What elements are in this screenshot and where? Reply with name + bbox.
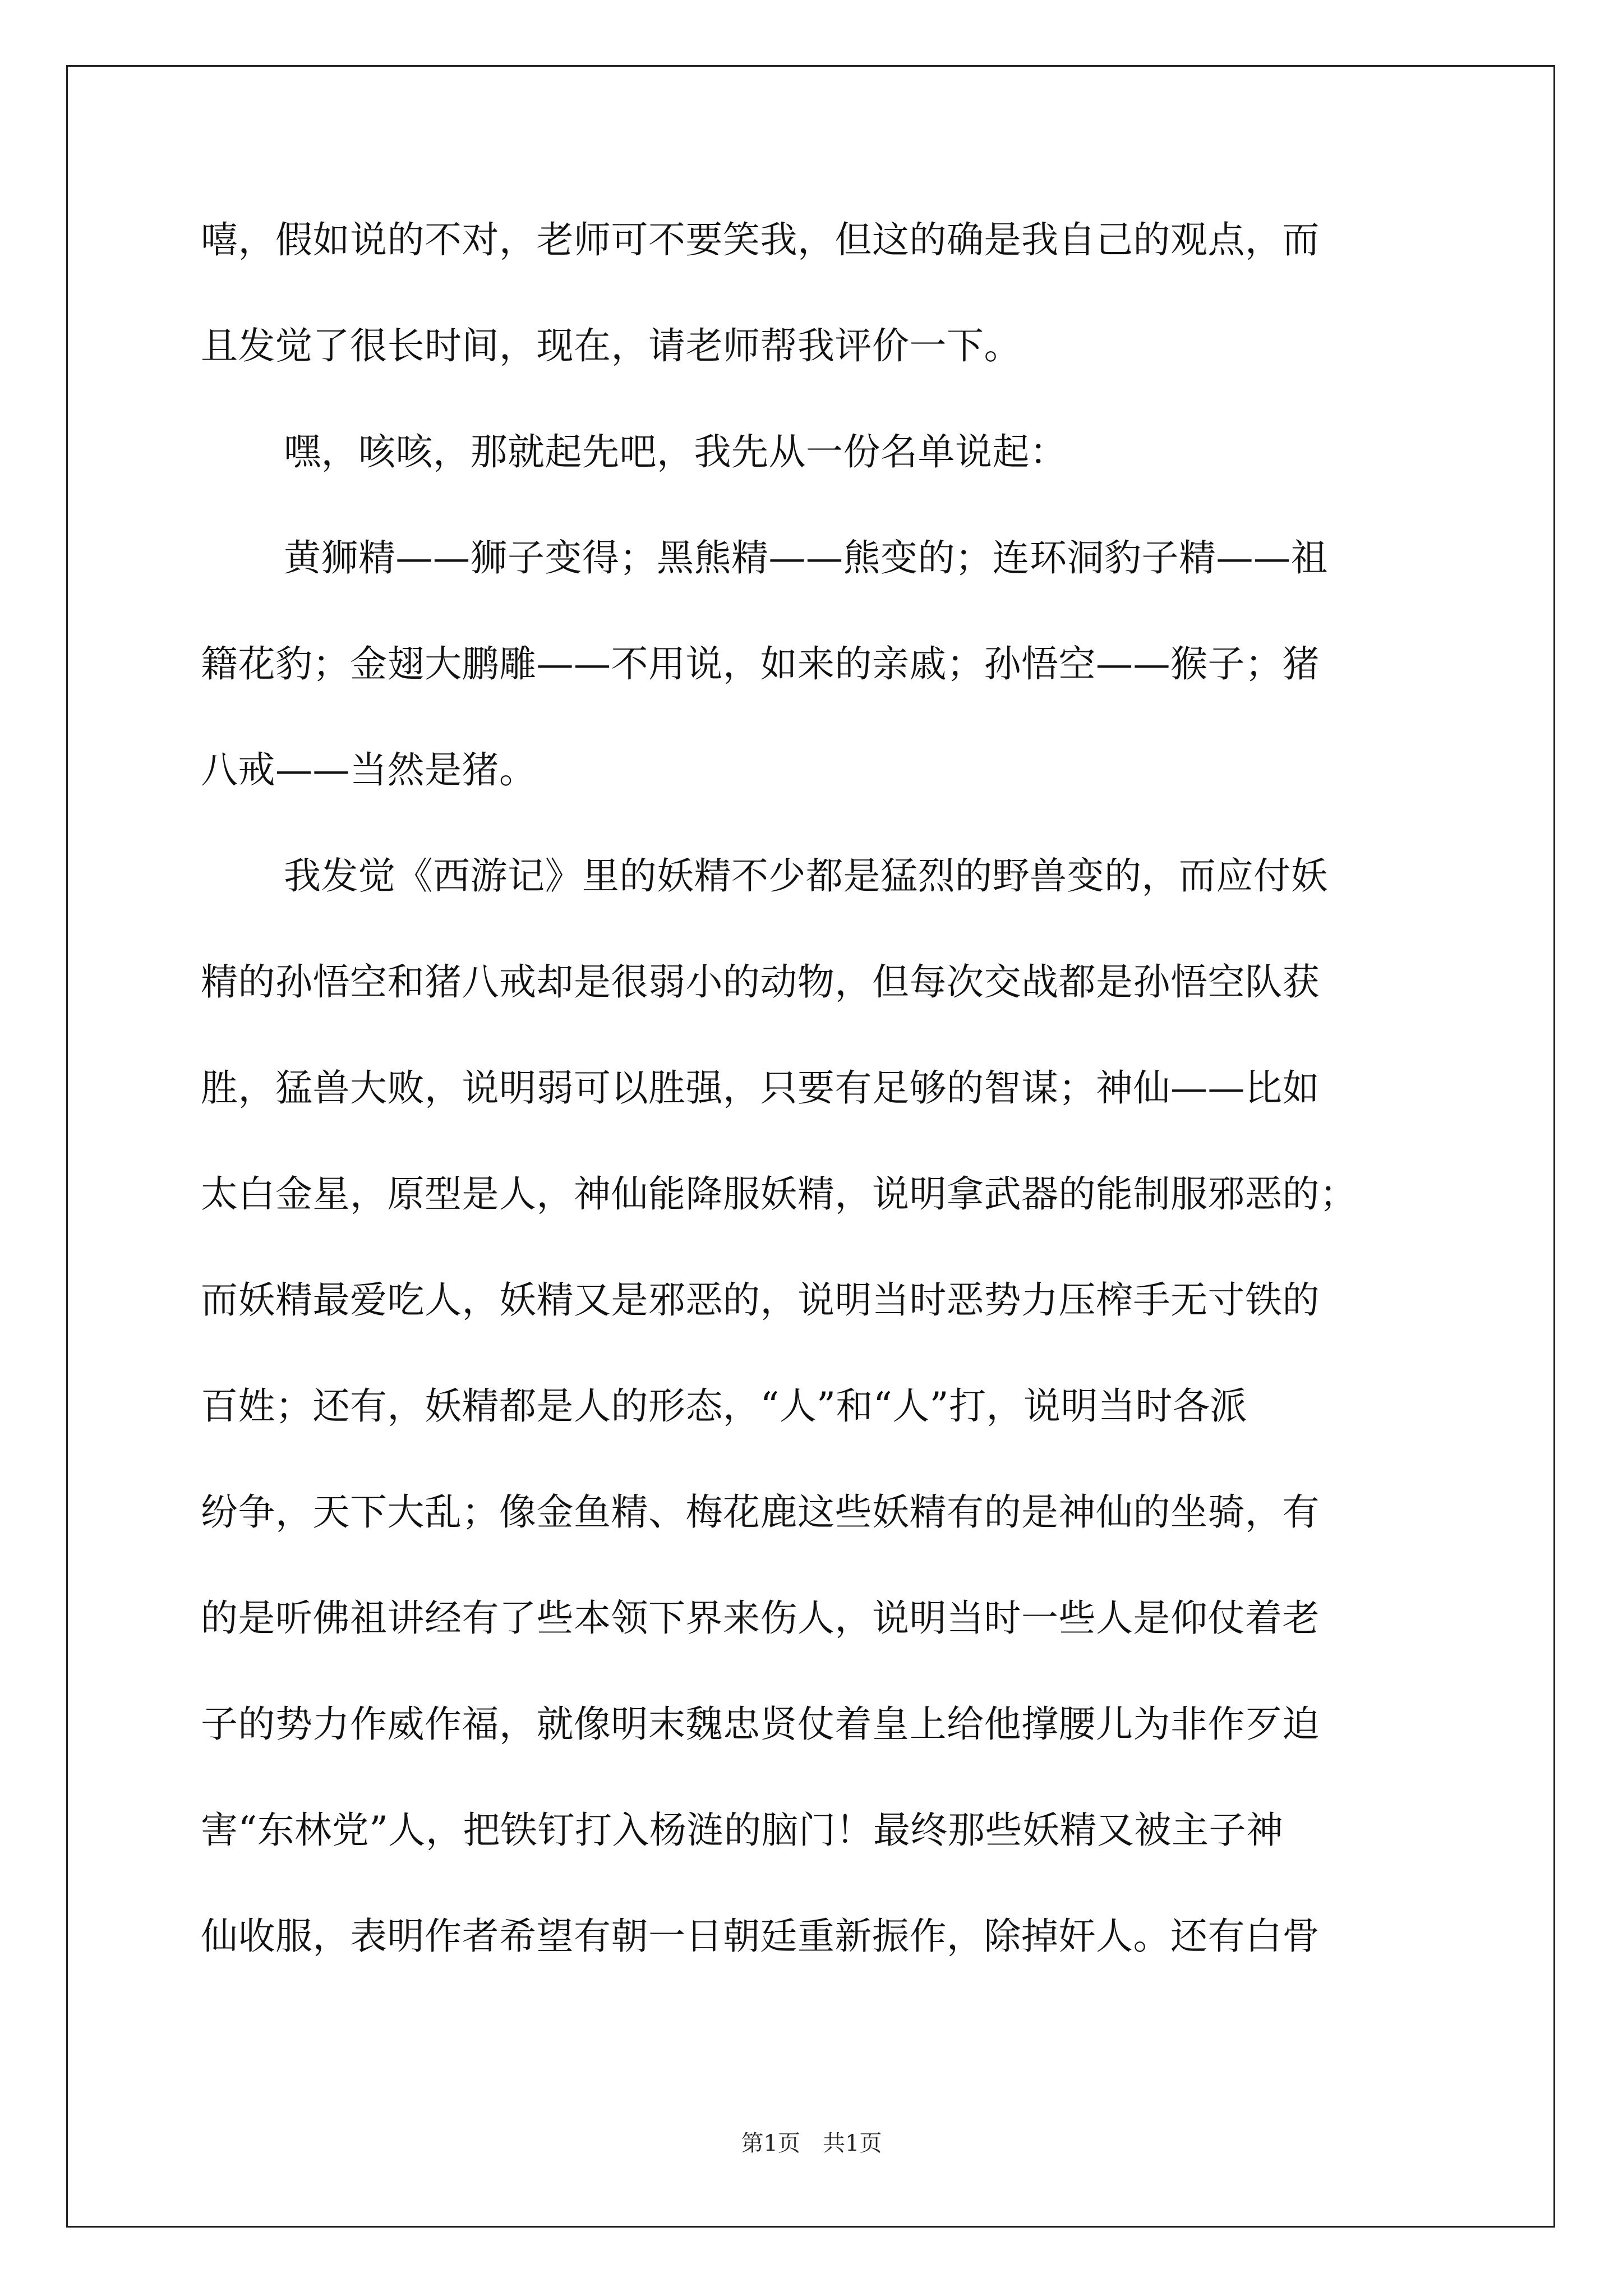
page-footer xyxy=(0,2129,1623,2157)
paragraph-1 xyxy=(201,214,1440,371)
text-line: 八戒——当然是猪。 xyxy=(201,748,537,792)
text-line: 百姓；还有，妖精都是人的形态，“人”和“人”打，说明当时各派 xyxy=(201,1384,1247,1428)
text-line: 而妖精最爱吃人，妖精又是邪恶的，说明当时恶势力压榨手无寸铁的 xyxy=(201,1278,1320,1322)
text-line: 胜，猛兽大败，说明弱可以胜强，只要有足够的智谋；神仙——比如 xyxy=(201,1066,1320,1110)
text-line: 害“东林党”人，把铁钉打入杨涟的脑门！最终那些妖精又被主子神 xyxy=(201,1809,1284,1852)
text-line: 嘻，假如说的不对，老师可不要笑我，但这的确是我自己的观点，而 xyxy=(201,218,1320,261)
text-line: 籍花豹；金翅大鹏雕——不用说，如来的亲戚；孙悟空——猴子；猪 xyxy=(201,642,1320,685)
text-line: 我发觉《西游记》里的妖精不少都是猛烈的野兽变的，而应付妖 xyxy=(284,854,1328,898)
document-body xyxy=(201,214,1440,2017)
paragraph-3 xyxy=(201,532,1440,795)
text-line: 子的势力作威作福，就像明末魏忠贤仗着皇上给他撑腰儿为非作歹迫 xyxy=(201,1703,1320,1746)
text-line: 仙收服，表明作者希望有朝一日朝廷重新振作，除掉奸人。还有白骨 xyxy=(201,1915,1320,1958)
text-line: 纷争，天下大乱；像金鱼精、梅花鹿这些妖精有的是神仙的坐骑，有 xyxy=(201,1490,1320,1534)
paragraph-4 xyxy=(201,850,1440,1962)
text-line: 太白金星，原型是人，神仙能降服妖精，说明拿武器的能制服邪恶的； xyxy=(201,1172,1357,1216)
page-total: 共1页 xyxy=(823,2131,882,2156)
text-line: 精的孙悟空和猪八戒却是很弱小的动物，但每次交战都是孙悟空队获 xyxy=(201,960,1320,1004)
text-line: 嘿，咳咳，那就起先吧，我先从一份名单说起： xyxy=(284,430,1067,473)
text-line: 且发觉了很长时间，现在，请老师帮我评价一下。 xyxy=(201,324,1021,367)
text-line: 的是听佛祖讲经有了些本领下界来伤人，说明当时一些人是仰仗着老 xyxy=(201,1596,1320,1640)
text-line: 黄狮精——狮子变得；黑熊精——熊变的；连环洞豹子精——祖 xyxy=(284,536,1328,579)
page-number: 第1页 xyxy=(741,2131,800,2156)
paragraph-2 xyxy=(201,426,1440,477)
